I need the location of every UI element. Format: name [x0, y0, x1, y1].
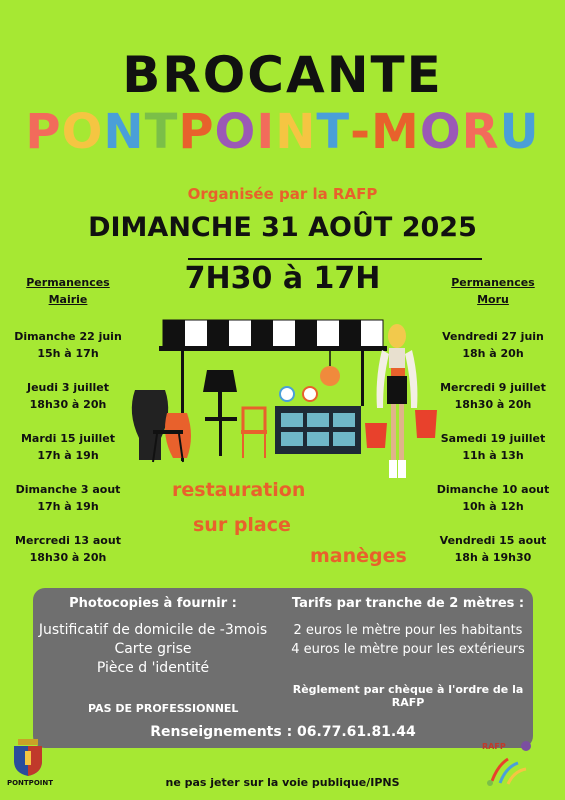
info-box [33, 588, 533, 748]
pontpoint-crest-icon [8, 737, 48, 777]
title-pontpoint-moru [0, 104, 565, 160]
event-hours: 7H30 à 17H [184, 261, 381, 296]
brocante-stall-illustration [125, 318, 445, 493]
list-item: Samedi 19 juillet 11h à 13h [440, 432, 546, 462]
reglement-text: Règlement par chèque à l'ordre de la RAFP [292, 683, 524, 709]
title-letter: O [214, 104, 257, 160]
rafp-logo-icon [478, 737, 536, 789]
title-letter: P [178, 104, 215, 160]
photocopies-list [33, 621, 273, 678]
divider [188, 258, 482, 260]
list-item: Carte grise [114, 641, 192, 657]
list-item: Pièce d 'identité [96, 660, 210, 676]
list-item: Dimanche 22 juin 15h à 17h [14, 330, 122, 360]
footer-text: ne pas jeter sur la voie publique/IPNS [165, 776, 400, 789]
list-item: Dimanche 10 aout 10h à 12h [436, 483, 550, 513]
permanences-moru-header: Permanences Moru [451, 276, 535, 306]
pas-professionnel-text: PAS DE PROFESSIONNEL [88, 702, 239, 715]
list-item: Dimanche 3 aout 17h à 19h [15, 483, 121, 513]
list-item: Jeudi 3 juillet 18h30 à 20h [27, 381, 109, 411]
title-letter: O [61, 104, 104, 160]
title-letter: T [144, 104, 179, 160]
list-item: Mercredi 13 aout 18h30 à 20h [15, 534, 121, 564]
photocopies-title: Photocopies à fournir : [69, 596, 237, 611]
title-letter: N [275, 104, 317, 160]
maneges-label: manèges [310, 545, 407, 567]
permanences-moru [433, 274, 553, 583]
list-item: Vendredi 27 juin 18h à 20h [442, 330, 544, 360]
renseignements-text: Renseignements : 06.77.61.81.44 [150, 724, 416, 740]
sur-place-label: sur place [193, 514, 291, 536]
title-letter: U [499, 104, 540, 160]
title-letter: O [419, 104, 462, 160]
title-letter: R [461, 104, 500, 160]
list-item: Mercredi 9 juillet 18h30 à 20h [440, 381, 546, 411]
organiser-text: Organisée par la RAFP [187, 185, 378, 203]
event-date: DIMANCHE 31 AOÛT 2025 [88, 212, 477, 243]
list-item: Vendredi 15 aout 18h à 19h30 [439, 534, 547, 564]
title-letter: T [316, 104, 351, 160]
title-letter: N [103, 104, 145, 160]
rafp-logo-text: RAFP [482, 742, 506, 751]
title-letter: - [350, 104, 372, 160]
restauration-label: restauration [172, 479, 306, 501]
crest-label: PONTPOINT [6, 779, 54, 787]
permanences-mairie-header: Permanences Mairie [26, 276, 110, 306]
list-item: 4 euros le mètre pour les extérieurs [291, 642, 525, 657]
permanences-mairie [8, 274, 128, 583]
list-item: 2 euros le mètre pour les habitants [293, 623, 523, 638]
title-letter: M [371, 104, 420, 160]
title-letter: I [256, 104, 276, 160]
title-letter: P [25, 104, 62, 160]
list-item: Justificatif de domicile de -3mois [38, 622, 268, 638]
list-item: Mardi 15 juillet 17h à 19h [20, 432, 116, 462]
title-brocante: BROCANTE [122, 46, 443, 104]
tarifs-list [283, 621, 533, 659]
tarifs-title: Tarifs par tranche de 2 mètres : [291, 596, 525, 611]
